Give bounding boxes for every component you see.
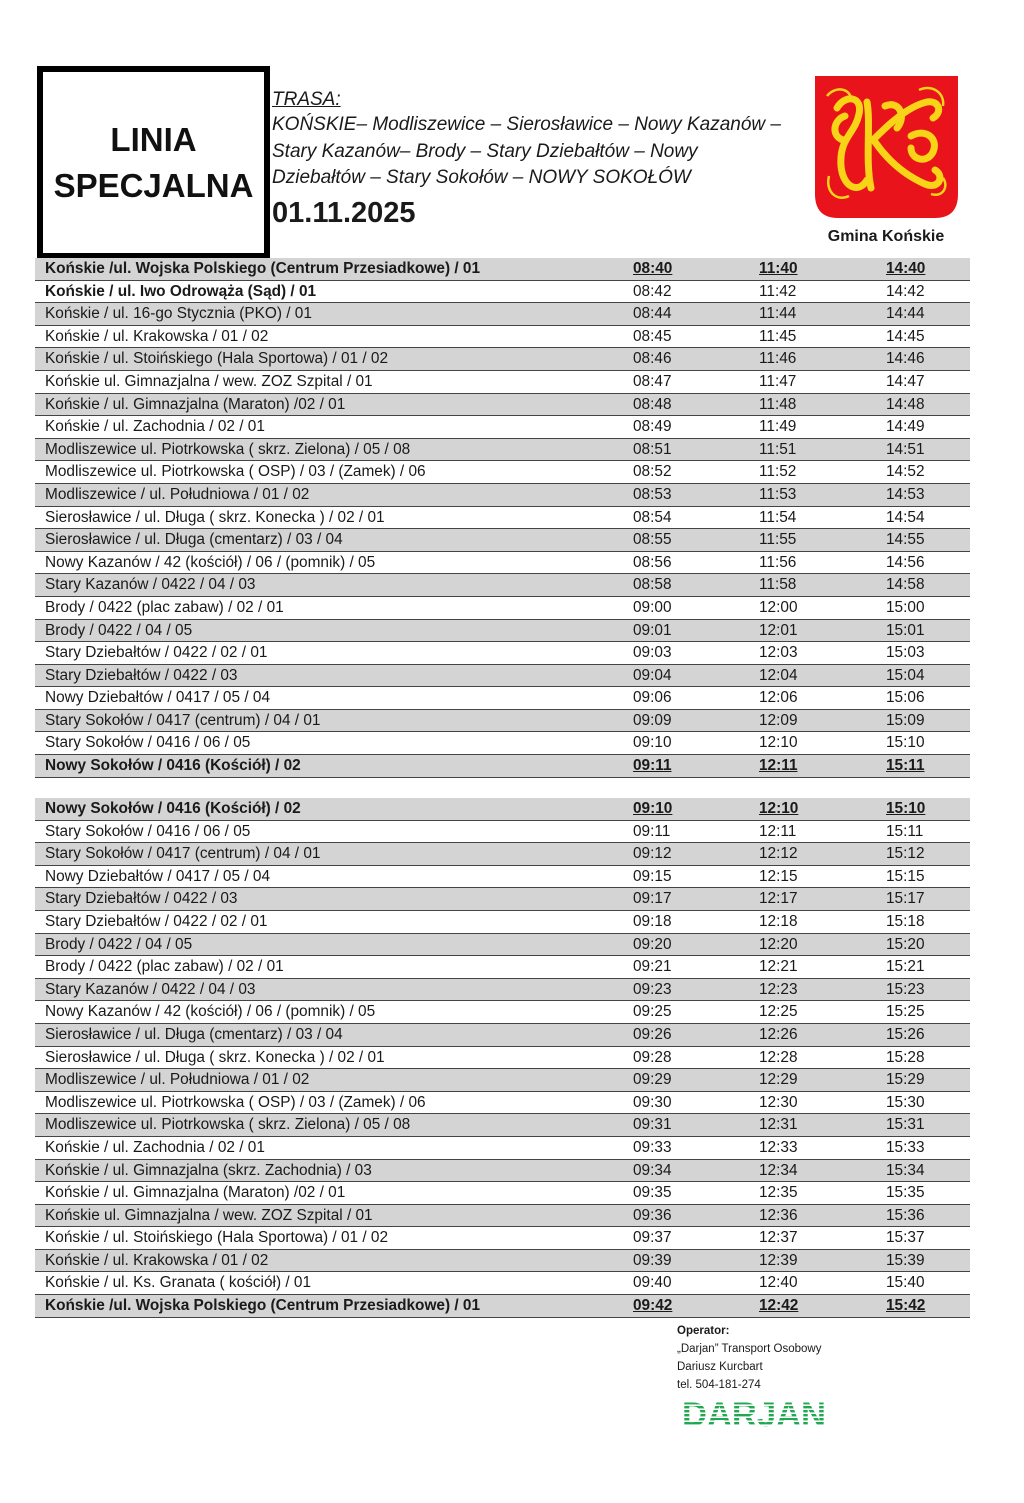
departure-time: 14:46 <box>886 350 925 368</box>
departure-time: 15:06 <box>886 689 925 707</box>
departure-time: 12:40 <box>759 1274 798 1292</box>
table-row <box>35 979 970 1002</box>
stop-name: Końskie ul. Gimnazjalna / wew. ZOZ Szpital / 01 <box>45 372 373 390</box>
departure-time: 12:06 <box>759 689 798 707</box>
departure-time: 08:53 <box>633 485 672 503</box>
departure-time: 14:55 <box>886 531 925 549</box>
table-row <box>35 258 970 281</box>
departure-time: 09:15 <box>633 867 672 885</box>
departure-time: 12:39 <box>759 1251 798 1269</box>
stop-name: Nowy Sokołów / 0416 (Kościół) / 02 <box>45 800 301 817</box>
departure-time: 12:10 <box>759 734 798 752</box>
departure-time: 14:51 <box>886 440 925 458</box>
departure-time: 08:58 <box>633 576 672 594</box>
table-row <box>35 507 970 530</box>
departure-time: 12:31 <box>759 1116 798 1134</box>
departure-time: 15:26 <box>886 1025 925 1043</box>
table-row <box>35 888 970 911</box>
table-row <box>35 348 970 371</box>
departure-time: 09:37 <box>633 1229 672 1247</box>
departure-time: 14:40 <box>886 260 926 277</box>
stop-name: Końskie / ul. Gimnazjalna (skrz. Zachodnia) / 03 <box>45 1161 372 1179</box>
departure-time: 09:06 <box>633 689 672 707</box>
departure-time: 09:31 <box>633 1116 672 1134</box>
departure-time: 11:48 <box>759 395 797 413</box>
stop-name: Końskie /ul. Wojska Polskiego (Centrum Przesiadkowe) / 01 <box>45 1297 481 1315</box>
departure-time: 12:09 <box>759 711 798 729</box>
operator-owner: Dariusz Kurcbart <box>677 1361 763 1373</box>
stop-name: Nowy Kazanów / 42 (kościół) / 06 / (pomnik) / 05 <box>45 553 376 571</box>
departure-time: 15:36 <box>886 1206 925 1224</box>
departure-time: 12:25 <box>759 1003 798 1021</box>
table-row <box>35 281 970 304</box>
departure-time: 15:01 <box>886 621 925 639</box>
table-row <box>35 416 970 439</box>
departure-time: 15:04 <box>886 666 925 684</box>
departure-time: 11:53 <box>759 485 797 503</box>
departure-time: 11:58 <box>759 576 797 594</box>
departure-time: 09:00 <box>633 598 672 616</box>
departure-time: 09:33 <box>633 1138 672 1156</box>
departure-time: 15:42 <box>886 1297 926 1315</box>
departure-time: 14:49 <box>886 418 925 436</box>
departure-time: 15:00 <box>886 598 925 616</box>
table-row <box>35 956 970 979</box>
stop-name: Końskie /ul. Wojska Polskiego (Centrum Przesiadkowe) / 01 <box>45 260 481 277</box>
departure-time: 09:20 <box>633 935 672 953</box>
departure-time: 11:44 <box>759 305 797 323</box>
stop-name: Brody / 0422 (plac zabaw) / 02 / 01 <box>45 598 284 616</box>
table-row <box>35 461 970 484</box>
table-row <box>35 1092 970 1115</box>
table-row <box>35 1295 970 1318</box>
stop-name: Brody / 0422 (plac zabaw) / 02 / 01 <box>45 958 284 976</box>
table-row <box>35 687 970 710</box>
table-row <box>35 1205 970 1228</box>
operator-info <box>677 1322 821 1394</box>
departure-time: 08:51 <box>633 440 672 458</box>
departure-time: 15:21 <box>886 958 925 976</box>
departure-time: 11:51 <box>759 440 797 458</box>
departure-time: 09:40 <box>633 1274 672 1292</box>
table-row <box>35 843 970 866</box>
departure-time: 15:10 <box>886 734 925 752</box>
departure-time: 09:26 <box>633 1025 672 1043</box>
table-row <box>35 597 970 620</box>
table-row <box>35 1137 970 1160</box>
stop-name: Końskie / ul. Gimnazjalna (Maraton) /02 / 01 <box>45 395 346 413</box>
departure-time: 12:21 <box>759 958 798 976</box>
departure-time: 15:25 <box>886 1003 925 1021</box>
departure-time: 15:09 <box>886 711 925 729</box>
departure-time: 12:03 <box>759 644 798 662</box>
departure-time: 14:44 <box>886 305 925 323</box>
departure-time: 09:23 <box>633 980 672 998</box>
departure-time: 12:34 <box>759 1161 798 1179</box>
stop-name: Końskie / ul. Iwo Odrowąża (Sąd) / 01 <box>45 282 317 300</box>
stop-name: Końskie / ul. Krakowska / 01 / 02 <box>45 327 269 345</box>
table-row <box>35 1114 970 1137</box>
line-title-box <box>37 66 270 259</box>
departure-time: 08:56 <box>633 553 672 571</box>
departure-time: 15:11 <box>886 757 925 775</box>
departure-time: 12:42 <box>759 1297 799 1315</box>
departure-time: 15:31 <box>886 1116 925 1134</box>
stop-name: Modliszewice ul. Piotrkowska ( OSP) / 03 / (Zamek) / 06 <box>45 463 426 481</box>
departure-time: 11:47 <box>759 372 797 390</box>
stop-name: Modliszewice ul. Piotrkowska ( OSP) / 03 / (Zamek) / 06 <box>45 1093 426 1111</box>
timetable-outbound <box>35 258 970 778</box>
departure-time: 12:30 <box>759 1093 798 1111</box>
departure-time: 12:15 <box>759 867 798 885</box>
stop-name: Stary Sokołów / 0416 / 06 / 05 <box>45 822 251 840</box>
stop-name: Nowy Kazanów / 42 (kościół) / 06 / (pomnik) / 05 <box>45 1003 376 1021</box>
departure-time: 12:20 <box>759 935 798 953</box>
table-row <box>35 1182 970 1205</box>
departure-time: 15:35 <box>886 1184 925 1202</box>
departure-time: 15:29 <box>886 1071 925 1089</box>
departure-time: 12:37 <box>759 1229 798 1247</box>
departure-time: 14:52 <box>886 463 925 481</box>
table-row <box>35 1250 970 1273</box>
departure-time: 09:11 <box>633 822 671 840</box>
stop-name: Końskie / ul. Ks. Granata ( kościół) / 01 <box>45 1274 312 1292</box>
departure-time: 12:04 <box>759 666 798 684</box>
departure-time: 09:36 <box>633 1206 672 1224</box>
operator-label: Operator: <box>677 1325 730 1337</box>
line-title-2: SPECJALNA <box>53 166 254 204</box>
departure-time: 15:23 <box>886 980 925 998</box>
stop-name: Sierosławice / ul. Długa ( skrz. Konecka ) / 02 / 01 <box>45 1048 385 1066</box>
departure-time: 12:35 <box>759 1184 798 1202</box>
departure-time: 08:45 <box>633 327 672 345</box>
stop-name: Stary Dziebałtów / 0422 / 03 <box>45 890 238 908</box>
departure-time: 12:29 <box>759 1071 798 1089</box>
departure-time: 09:21 <box>633 958 672 976</box>
departure-time: 15:11 <box>886 822 924 840</box>
stop-name: Stary Dziebałtów / 0422 / 02 / 01 <box>45 644 268 662</box>
departure-time: 09:10 <box>633 734 672 752</box>
stop-name: Modliszewice / ul. Południowa / 01 / 02 <box>45 485 310 503</box>
departure-time: 14:56 <box>886 553 925 571</box>
table-row <box>35 552 970 575</box>
departure-time: 09:34 <box>633 1161 672 1179</box>
departure-time: 15:12 <box>886 845 925 863</box>
stop-name: Sierosławice / ul. Długa (cmentarz) / 03 / 04 <box>45 1025 343 1043</box>
table-row <box>35 620 970 643</box>
departure-time: 12:17 <box>759 890 798 908</box>
table-row <box>35 755 970 778</box>
route-line-3: Dziebałtów – Stary Sokołów – NOWY SOKOŁÓW <box>272 167 691 188</box>
departure-time: 09:03 <box>633 644 672 662</box>
departure-time: 15:39 <box>886 1251 925 1269</box>
stop-name: Stary Sokołów / 0417 (centrum) / 04 / 01 <box>45 845 321 863</box>
departure-time: 12:23 <box>759 980 798 998</box>
departure-time: 12:01 <box>759 621 798 639</box>
stop-name: Końskie / ul. Stoińskiego (Hala Sportowa) / 01 / 02 <box>45 350 389 368</box>
departure-time: 14:48 <box>886 395 925 413</box>
table-row <box>35 529 970 552</box>
stop-name: Brody / 0422 / 04 / 05 <box>45 621 193 639</box>
darjan-logo-text: DARJAN <box>682 1396 826 1434</box>
departure-time: 09:42 <box>633 1297 673 1315</box>
departure-time: 12:11 <box>759 757 798 775</box>
departure-time: 11:56 <box>759 553 797 571</box>
departure-time: 14:58 <box>886 576 925 594</box>
schedule-date: 01.11.2025 <box>272 196 416 229</box>
departure-time: 14:47 <box>886 372 925 390</box>
route-label: TRASA: <box>272 89 341 110</box>
stop-name: Stary Dziebałtów / 0422 / 03 <box>45 666 238 684</box>
departure-time: 11:52 <box>759 463 797 481</box>
stop-name: Stary Dziebałtów / 0422 / 02 / 01 <box>45 912 268 930</box>
departure-time: 15:03 <box>886 644 925 662</box>
stop-name: Nowy Sokołów / 0416 (Kościół) / 02 <box>45 757 301 775</box>
stop-name: Sierosławice / ul. Długa (cmentarz) / 03 / 04 <box>45 531 343 549</box>
stop-name: Modliszewice ul. Piotrkowska ( skrz. Zielona) / 05 / 08 <box>45 440 411 458</box>
table-row <box>35 394 970 417</box>
stop-name: Stary Sokołów / 0416 / 06 / 05 <box>45 734 251 752</box>
departure-time: 12:18 <box>759 912 798 930</box>
departure-time: 09:11 <box>633 757 672 775</box>
table-row <box>35 574 970 597</box>
departure-time: 12:12 <box>759 845 798 863</box>
operator-phone: tel. 504-181-274 <box>677 1379 761 1391</box>
darjan-logo <box>680 1394 830 1434</box>
table-row <box>35 1160 970 1183</box>
departure-time: 11:55 <box>759 531 797 549</box>
departure-time: 14:45 <box>886 327 925 345</box>
departure-time: 09:09 <box>633 711 672 729</box>
departure-time: 15:28 <box>886 1048 925 1066</box>
line-title-1: LINIA <box>110 120 197 158</box>
table-row <box>35 934 970 957</box>
table-row <box>35 303 970 326</box>
departure-time: 09:17 <box>633 890 672 908</box>
departure-time: 09:12 <box>633 845 672 863</box>
stop-name: Końskie / ul. Zachodnia / 02 / 01 <box>45 1138 265 1156</box>
departure-time: 09:35 <box>633 1184 672 1202</box>
departure-time: 11:49 <box>759 418 797 436</box>
stop-name: Modliszewice / ul. Południowa / 01 / 02 <box>45 1071 310 1089</box>
departure-time: 08:54 <box>633 508 672 526</box>
departure-time: 15:33 <box>886 1138 925 1156</box>
departure-time: 09:10 <box>633 800 673 817</box>
departure-time: 12:11 <box>759 822 797 840</box>
stop-name: Końskie / ul. Zachodnia / 02 / 01 <box>45 418 265 436</box>
crest-caption: Gmina Końskie <box>827 228 945 245</box>
departure-time: 12:33 <box>759 1138 798 1156</box>
table-row <box>35 732 970 755</box>
table-row <box>35 1272 970 1295</box>
route-line-2: Stary Kazanów– Brody – Stary Dziebałtów – Nowy <box>272 140 698 162</box>
stop-name: Stary Kazanów / 0422 / 04 / 03 <box>45 980 256 998</box>
operator-company: „Darjan” Transport Osobowy <box>677 1343 822 1355</box>
departure-time: 09:30 <box>633 1093 672 1111</box>
departure-time: 09:39 <box>633 1251 672 1269</box>
departure-time: 11:54 <box>759 508 797 526</box>
departure-time: 08:44 <box>633 305 672 323</box>
route-line-1: KOŃSKIE– Modliszewice – Sierosławice – Nowy Kazanów – <box>272 114 781 135</box>
departure-time: 15:15 <box>886 867 925 885</box>
departure-time: 09:29 <box>633 1071 672 1089</box>
table-row <box>35 911 970 934</box>
departure-time: 15:20 <box>886 935 925 953</box>
departure-time: 12:00 <box>759 598 798 616</box>
departure-time: 11:46 <box>759 350 797 368</box>
departure-time: 08:52 <box>633 463 672 481</box>
departure-time: 08:47 <box>633 372 672 390</box>
departure-time: 14:42 <box>886 282 925 300</box>
stop-name: Brody / 0422 / 04 / 05 <box>45 935 193 953</box>
table-row <box>35 1024 970 1047</box>
table-row <box>35 821 970 844</box>
departure-time: 15:18 <box>886 912 925 930</box>
departure-time: 15:34 <box>886 1161 925 1179</box>
table-row <box>35 1069 970 1092</box>
table-row <box>35 371 970 394</box>
departure-time: 09:04 <box>633 666 672 684</box>
departure-time: 08:48 <box>633 395 672 413</box>
table-row <box>35 710 970 733</box>
departure-time: 14:53 <box>886 485 925 503</box>
departure-time: 12:28 <box>759 1048 798 1066</box>
stop-name: Końskie / ul. Krakowska / 01 / 02 <box>45 1251 269 1269</box>
table-row <box>35 642 970 665</box>
departure-time: 08:46 <box>633 350 672 368</box>
departure-time: 11:42 <box>759 282 797 300</box>
route-description <box>272 88 802 233</box>
departure-time: 08:55 <box>633 531 672 549</box>
stop-name: Stary Kazanów / 0422 / 04 / 03 <box>45 576 256 594</box>
table-row <box>35 665 970 688</box>
timetable-return <box>35 798 970 1318</box>
stop-name: Końskie ul. Gimnazjalna / wew. ZOZ Szpital / 01 <box>45 1206 373 1224</box>
departure-time: 09:28 <box>633 1048 672 1066</box>
stop-name: Nowy Dziebałtów / 0417 / 05 / 04 <box>45 867 270 885</box>
departure-time: 11:45 <box>759 327 797 345</box>
departure-time: 12:26 <box>759 1025 798 1043</box>
table-row <box>35 1001 970 1024</box>
stop-name: Końskie / ul. Gimnazjalna (Maraton) /02 / 01 <box>45 1184 346 1202</box>
departure-time: 15:30 <box>886 1093 925 1111</box>
stop-name: Sierosławice / ul. Długa ( skrz. Konecka ) / 02 / 01 <box>45 508 385 526</box>
table-row <box>35 484 970 507</box>
departure-time: 08:49 <box>633 418 672 436</box>
departure-time: 15:10 <box>886 800 926 817</box>
stop-name: Końskie / ul. Stoińskiego (Hala Sportowa) / 01 / 02 <box>45 1229 389 1247</box>
stop-name: Modliszewice ul. Piotrkowska ( skrz. Zielona) / 05 / 08 <box>45 1116 411 1134</box>
departure-time: 12:36 <box>759 1206 798 1224</box>
departure-time: 15:17 <box>886 890 925 908</box>
departure-time: 14:54 <box>886 508 925 526</box>
departure-time: 12:10 <box>759 800 799 817</box>
stop-name: Końskie / ul. 16-go Stycznia (PKO) / 01 <box>45 305 312 323</box>
stop-name: Nowy Dziebałtów / 0417 / 05 / 04 <box>45 689 270 707</box>
departure-time: 15:40 <box>886 1274 925 1292</box>
departure-time: 11:40 <box>759 260 798 277</box>
table-row <box>35 439 970 462</box>
departure-time: 09:25 <box>633 1003 672 1021</box>
stop-name: Stary Sokołów / 0417 (centrum) / 04 / 01 <box>45 711 321 729</box>
departure-time: 09:18 <box>633 912 672 930</box>
table-row <box>35 1047 970 1070</box>
table-row <box>35 326 970 349</box>
departure-time: 08:40 <box>633 260 673 277</box>
konskie-crest-logo <box>815 76 958 218</box>
table-row <box>35 798 970 821</box>
table-row <box>35 1227 970 1250</box>
table-row <box>35 866 970 889</box>
departure-time: 08:42 <box>633 282 672 300</box>
departure-time: 09:01 <box>633 621 672 639</box>
departure-time: 15:37 <box>886 1229 925 1247</box>
